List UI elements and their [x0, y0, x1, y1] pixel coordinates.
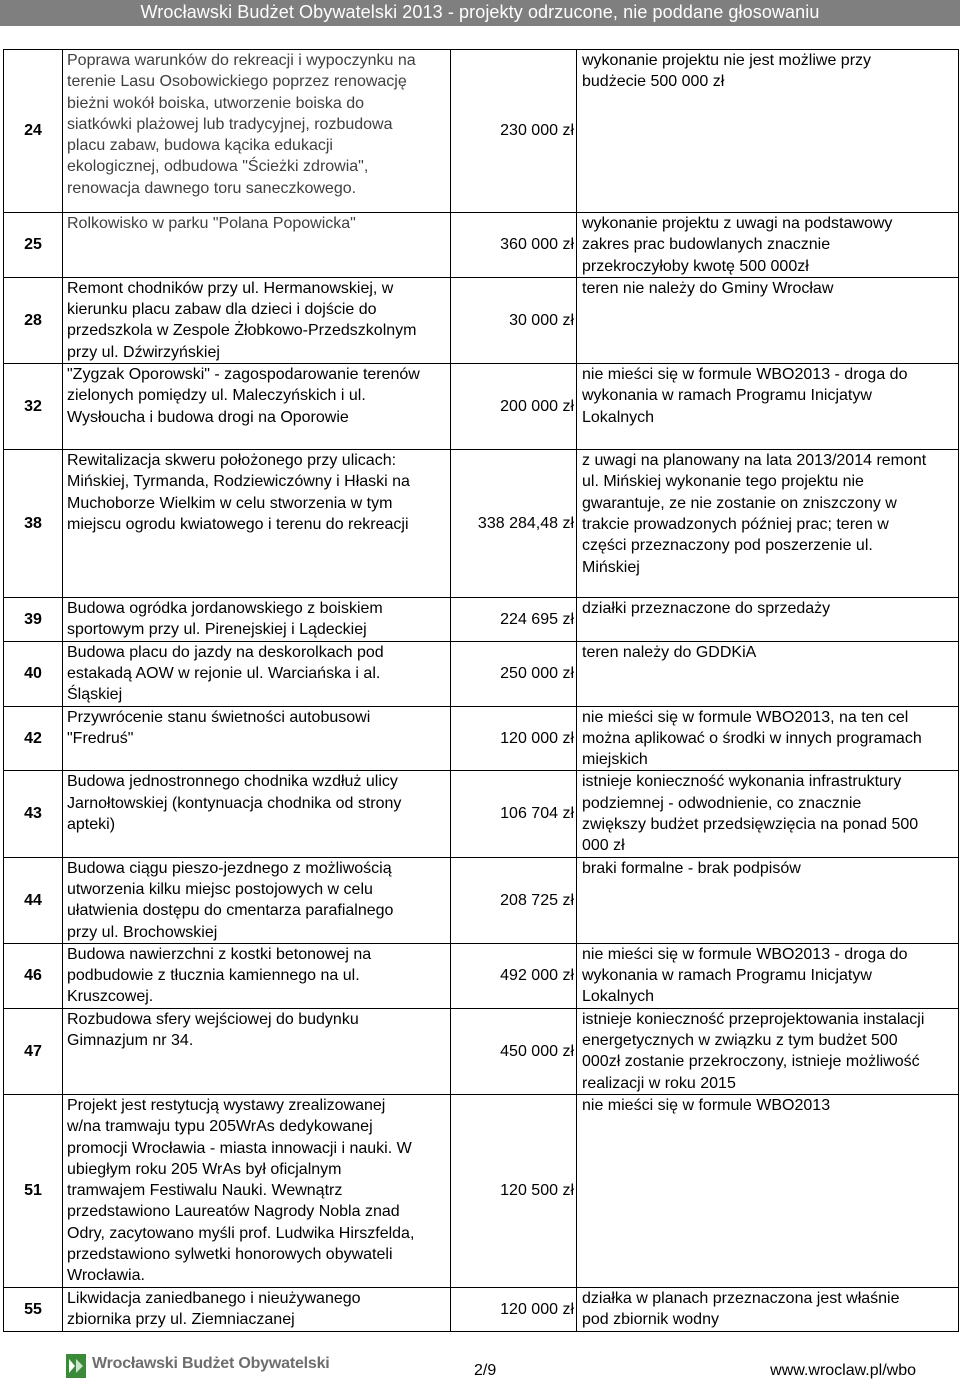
table-row: [4, 277, 959, 363]
project-amount: 120 000 zł: [451, 706, 577, 771]
rejection-reason: z uwagi na planowany na lata 2013/2014 remont ul. Mińskiej wykonanie tego projektu nie gwarantuje, ze nie zostanie on zniszczony w trakcie prowadzonych później prac; teren w części przeznaczony pod poszerzenie ul. Mińskiej: [577, 450, 959, 598]
project-description: Budowa jednostronnego chodnika wzdłuż ulicy Jarnołtowskiej (kontynuacja chodnika od strony apteki): [63, 771, 451, 857]
table-row: [4, 641, 959, 706]
project-amount: 492 000 zł: [451, 943, 577, 1008]
project-amount: 30 000 zł: [451, 277, 577, 363]
logo-text: Wrocławski Budżet Obywatelski: [92, 1355, 330, 1372]
project-description: Budowa ogródka jordanowskiego z boiskiem sportowym przy ul. Pirenejskiej i Lądeckiej: [63, 598, 451, 642]
project-amount: 120 500 zł: [451, 1094, 577, 1287]
table-row: [4, 1287, 959, 1331]
row-number: 44: [4, 857, 63, 943]
row-number: 40: [4, 641, 63, 706]
page-number: 2/9: [474, 1362, 497, 1379]
project-description: Rolkowisko w parku "Polana Popowicka": [63, 213, 451, 278]
rejection-reason: działki przeznaczone do sprzedaży: [577, 598, 959, 642]
rejection-reason: wykonanie projektu nie jest możliwe przy budżecie 500 000 zł: [577, 50, 959, 213]
project-amount: 200 000 zł: [451, 364, 577, 450]
wbo-logo-icon: [66, 1354, 86, 1378]
table-row: [4, 1094, 959, 1287]
rejection-reason: istnieje konieczność wykonania infrastruktury podziemnej - odwodnienie, co znacznie zwiększy budżet przedsięwzięcia na ponad 500 000 zł: [577, 771, 959, 857]
projects-table: [3, 49, 959, 1332]
rejection-reason: wykonanie projektu z uwagi na podstawowy zakres prac budowlanych znacznie przekroczyłoby kwotę 500 000zł: [577, 213, 959, 278]
table-row: [4, 943, 959, 1008]
project-amount: 208 725 zł: [451, 857, 577, 943]
wbo-logo: [66, 1354, 330, 1378]
row-number: 51: [4, 1094, 63, 1287]
project-description: Budowa nawierzchni z kostki betonowej na podbudowie z tłucznia kamiennego na ul. Kruszcowej.: [63, 943, 451, 1008]
project-amount: 250 000 zł: [451, 641, 577, 706]
row-number: 55: [4, 1287, 63, 1331]
table-row: [4, 706, 959, 771]
project-description: Budowa ciągu pieszo-jezdnego z możliwością utworzenia kilku miejsc postojowych w celu ułatwienia dostępu do cmentarza parafialnego przy ul. Brochowskiej: [63, 857, 451, 943]
rejection-reason: nie mieści się w formule WBO2013 - droga do wykonania w ramach Programu Inicjatyw Lokalnych: [577, 943, 959, 1008]
project-description: Przywrócenie stanu świetności autobusowi "Fredruś": [63, 706, 451, 771]
rejection-reason: nie mieści się w formule WBO2013 - droga do wykonania w ramach Programu Inicjatyw Lokalnych: [577, 364, 959, 450]
project-amount: 338 284,48 zł: [451, 450, 577, 598]
row-number: 46: [4, 943, 63, 1008]
row-number: 24: [4, 50, 63, 213]
table-row: [4, 771, 959, 857]
project-amount: 106 704 zł: [451, 771, 577, 857]
rejection-reason: braki formalne - brak podpisów: [577, 857, 959, 943]
project-amount: 224 695 zł: [451, 598, 577, 642]
table-row: [4, 364, 959, 450]
row-number: 28: [4, 277, 63, 363]
page-footer: [0, 1340, 960, 1385]
site-url[interactable]: www.wroclaw.pl/wbo: [770, 1362, 916, 1379]
project-description: Projekt jest restytucją wystawy zrealizowanej w/na tramwaju typu 205WrAs dedykowanej promocji Wrocławia - miasta innowacji i nauki. W ubiegłym roku 205 WrAs był oficjalnym tramwajem Festiwalu Nauki. Wewnątrz przedstawiono Laureatów Nagrody Nobla znad Odry, zacytowano myśli prof. Ludwika Hirszfelda, przedstawiono sylwetki honorowych obywateli Wrocławia.: [63, 1094, 451, 1287]
row-number: 43: [4, 771, 63, 857]
row-number: 47: [4, 1008, 63, 1094]
row-number: 32: [4, 364, 63, 450]
table-row: [4, 598, 959, 642]
table-row: [4, 213, 959, 278]
rejection-reason: teren nie należy do Gminy Wrocław: [577, 277, 959, 363]
table-row: [4, 50, 959, 213]
row-number: 42: [4, 706, 63, 771]
project-description: Likwidacja zaniedbanego i nieużywanego zbiornika przy ul. Ziemniaczanej: [63, 1287, 451, 1331]
project-description: Budowa placu do jazdy na deskorolkach pod estakadą AOW w rejonie ul. Warciańska i al. Śląskiej: [63, 641, 451, 706]
project-description: Rozbudowa sfery wejściowej do budynku Gimnazjum nr 34.: [63, 1008, 451, 1094]
page-title: Wrocławski Budżet Obywatelski 2013 - projekty odrzucone, nie poddane głosowaniu: [0, 0, 960, 26]
project-description: Poprawa warunków do rekreacji i wypoczynku na terenie Lasu Osobowickiego poprzez renowację bieżni wokół boiska, utworzenie boiska do siatkówki plażowej lub tradycyjnej, rozbudowa placu zabaw, budowa kącika edukacji ekologicznej, odbudowa "Ścieżki zdrowia", renowacja dawnego toru saneczkowego.: [63, 50, 451, 213]
project-description: Rewitalizacja skweru położonego przy ulicach: Mińskiej, Tyrmanda, Rodziewiczówny i Hłaski na Muchoborze Wielkim w celu stworzenia w tym miejscu ogrodu kwiatowego i terenu do rekreacji: [63, 450, 451, 598]
table-row: [4, 1008, 959, 1094]
row-number: 38: [4, 450, 63, 598]
project-amount: 120 000 zł: [451, 1287, 577, 1331]
rejection-reason: nie mieści się w formule WBO2013: [577, 1094, 959, 1287]
project-amount: 230 000 zł: [451, 50, 577, 213]
project-description: Remont chodników przy ul. Hermanowskiej, w kierunku placu zabaw dla dzieci i dojście do przedszkola w Zespole Żłobkowo-Przedszkolnym przy ul. Dźwirzyńskiej: [63, 277, 451, 363]
project-amount: 360 000 zł: [451, 213, 577, 278]
rejection-reason: teren należy do GDDKiA: [577, 641, 959, 706]
project-description: "Zygzak Oporowski" - zagospodarowanie terenów zielonych pomiędzy ul. Maleczyńskich i ul. Wysłoucha i budowa drogi na Oporowie: [63, 364, 451, 450]
table-row: [4, 857, 959, 943]
rejection-reason: działka w planach przeznaczona jest właśnie pod zbiornik wodny: [577, 1287, 959, 1331]
rejection-reason: istnieje konieczność przeprojektowania instalacji energetycznych w związku z tym budżet 500 000zł zostanie przekroczony, istnieje możliwość realizacji w roku 2015: [577, 1008, 959, 1094]
row-number: 39: [4, 598, 63, 642]
rejection-reason: nie mieści się w formule WBO2013, na ten cel można aplikować o środki w innych programach miejskich: [577, 706, 959, 771]
table-row: [4, 450, 959, 598]
project-amount: 450 000 zł: [451, 1008, 577, 1094]
row-number: 25: [4, 213, 63, 278]
